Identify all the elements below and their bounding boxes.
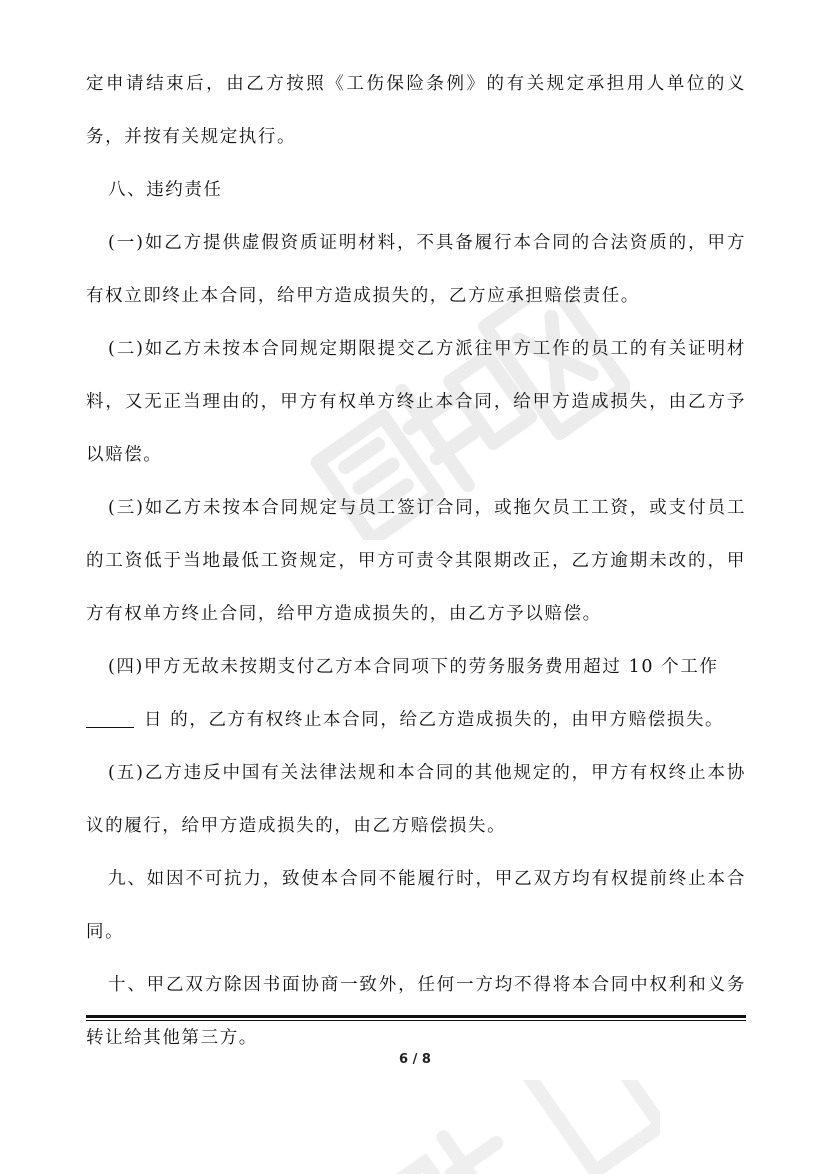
clause-2: (二)如乙方未按本合同规定期限提交乙方派往甲方工作的员工的有关证明材料，又无正当理由的，甲方有权单方终止本合同，给甲方造成损失，由乙方予以赔偿。 <box>86 339 746 465</box>
heading-breach-liability: 八、违约责任 <box>108 180 223 200</box>
fill-in-blank <box>86 709 134 728</box>
clause-1: (一)如乙方提供虚假资质证明材料，不具备履行本合同的合法资质的，甲方有权立即终止本合同，给甲方造成损失的，乙方应承担赔偿责任。 <box>86 233 746 306</box>
paragraph-1: 定申请结束后，由乙方按照《工伤保险条例》的有关规定承担用人单位的义务，并按有关规定执行。 <box>86 74 746 147</box>
page-number: 6 / 8 <box>399 1052 431 1067</box>
clause-4-line-1: (四)甲方无故未按期支付乙方本合同项下的劳务服务费用超过 10 个工作 <box>108 657 719 677</box>
watermark-logo-partial <box>330 1080 660 1174</box>
clause-4-line-2-text: 日 的，乙方有权终止本合同，给乙方造成损失的，由甲方赔偿损失。 <box>144 710 725 730</box>
footer-divider-thick <box>86 1015 746 1018</box>
section-ten: 十、甲乙双方除因书面协商一致外，任何一方均不得将本合同中权利和义务转让给其他第三方。 <box>86 975 746 1048</box>
document-body <box>86 58 746 1065</box>
section-nine: 九、如因不可抗力，致使本合同不能履行时，甲乙双方均有权提前终止本合同。 <box>86 869 746 942</box>
clause-5: (五)乙方违反中国有关法律法规和本合同的其他规定的，甲方有权终止本协议的履行，给甲方造成损失的，由乙方赔偿损失。 <box>86 763 746 836</box>
clause-3: (三)如乙方未按本合同规定与员工签订合同，或拖欠员工工资，或支付员工的工资低于当地最低工资规定，甲方可责令其限期改正，乙方逾期未改的，甲方有权单方终止合同，给甲方造成损失的，由乙方予以赔偿。 <box>86 498 746 624</box>
footer-divider-thin <box>86 1020 746 1021</box>
clause-4-line-2 <box>86 694 746 747</box>
